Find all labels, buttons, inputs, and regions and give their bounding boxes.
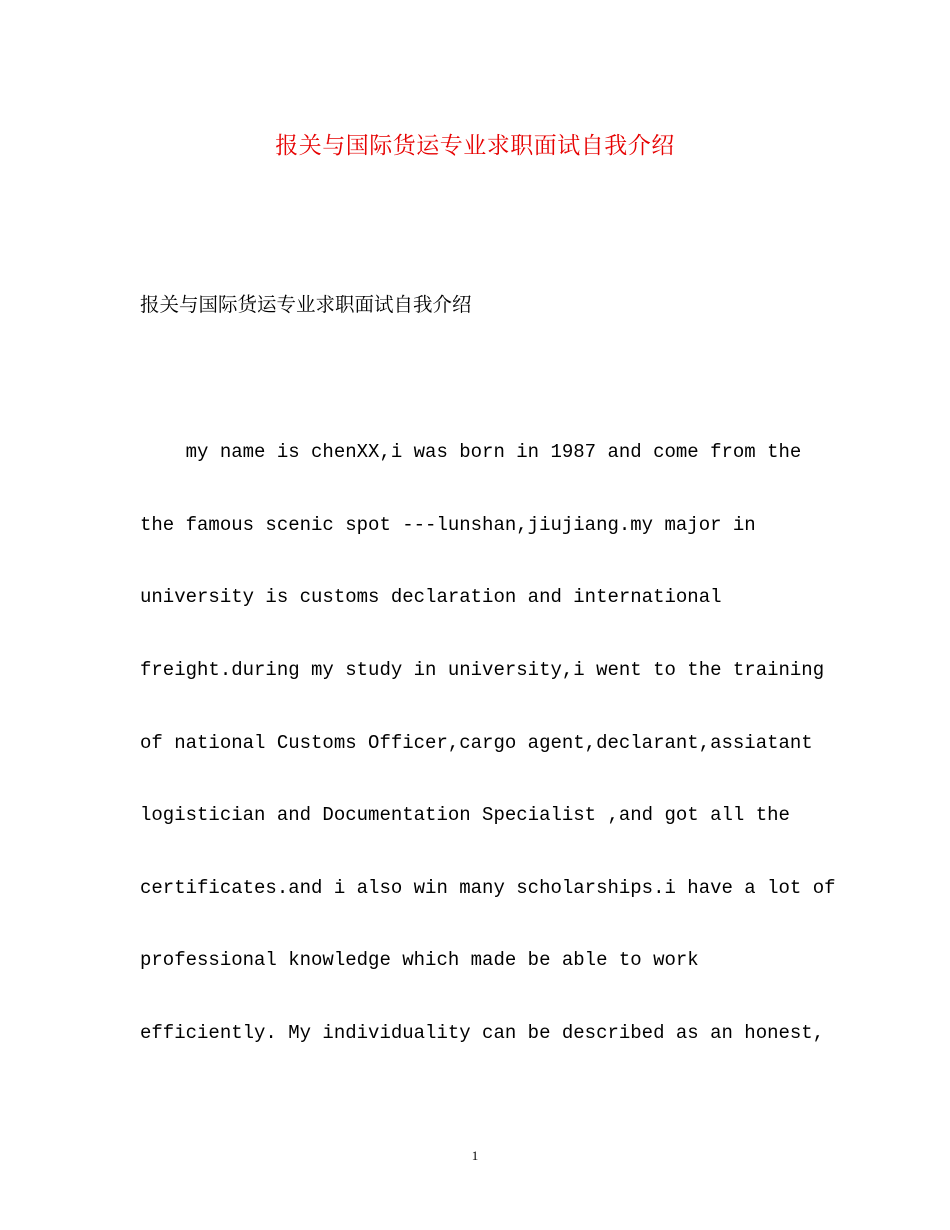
body-line: logistician and Documentation Specialist ,and got all the bbox=[140, 804, 790, 826]
body-line: professional knowledge which made be able to work bbox=[140, 949, 699, 971]
page-number: 1 bbox=[471, 1148, 479, 1163]
document-subtitle: 报关与国际货运专业求职面试自我介绍 bbox=[140, 293, 472, 316]
body-line: certificates.and i also win many scholarships.i have a lot of bbox=[140, 877, 836, 899]
body-line: of national Customs Officer,cargo agent,declarant,assiatant bbox=[140, 732, 813, 754]
document-title: 报关与国际货运专业求职面试自我介绍 bbox=[275, 133, 675, 159]
body-line: freight.during my study in university,i went to the training bbox=[140, 659, 825, 681]
body-line: university is customs declaration and international bbox=[140, 586, 722, 608]
body-line: efficiently. My individuality can be described as an honest, bbox=[140, 1022, 825, 1044]
body-line: my name is chenXX,i was born in 1987 and come from the bbox=[140, 441, 802, 463]
body-line: the famous scenic spot ---lunshan,jiujiang.my major in bbox=[140, 514, 756, 536]
